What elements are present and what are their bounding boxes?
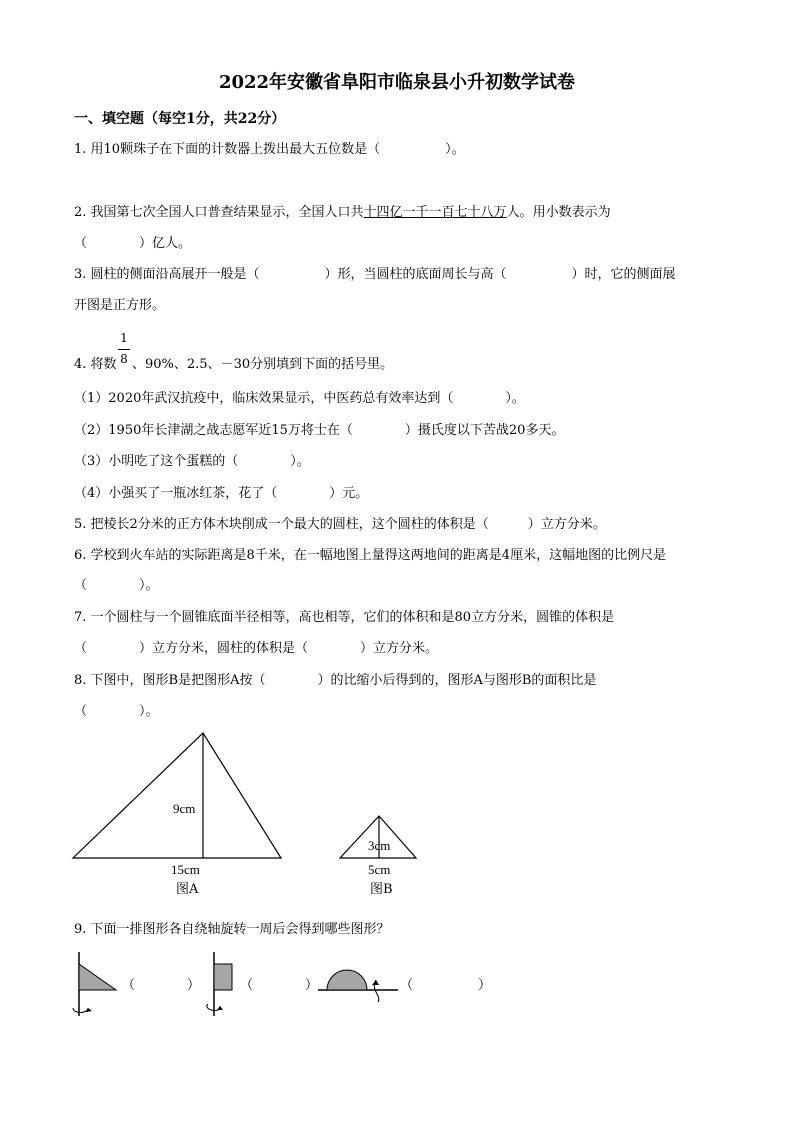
question-8: 8. 下图中，图形B是把图形A按（ ）的比缩小后得到的，图形A与图形B的面积比是 [74, 673, 597, 688]
question-9: 9. 下面一排图形各自绕轴旋转一周后会得到哪些图形？ [74, 922, 390, 937]
section-heading: 一、填空题（每空1分，共22分） [74, 111, 286, 127]
question-1: 1. 用10颗珠子在下面的计数器上拨出最大五位数是（ ）。 [74, 142, 465, 157]
question-4-prefix: 4. 将数 [74, 357, 117, 372]
figure-b-height-label: 3cm [368, 838, 391, 853]
fraction-numerator: 1 [120, 331, 128, 345]
question-6-line2: （ ）。 [74, 578, 159, 593]
question-6: 6. 学校到火车站的实际距离是8千米，在一幅地图上量得这两地间的距离是4厘米，这幅地图的比例尺是 [74, 548, 667, 563]
figure-b-caption: 图B [370, 882, 393, 897]
question-3: 3. 圆柱的侧面沿高展开一般是（ ）形，当圆柱的底面周长与高（ ）时，它的侧面展 [74, 267, 676, 282]
figure-b-base-label: 5cm [368, 862, 391, 877]
rotation-figure-2 [207, 952, 232, 1016]
question-4-1: （1）2020年武汉抗疫中，临床效果显示，中医药总有效率达到（ ）。 [74, 391, 525, 406]
question-7-line2: （ ）立方分米，圆柱的体积是（ ）立方分米。 [74, 641, 439, 656]
question-7: 7. 一个圆柱与一个圆锥底面半径相等，高也相等，它们的体积和是80立方分米，圆锥的体积是 [74, 610, 615, 625]
question-4-2: （2）1950年长津湖之战志愿军近15万将士在（ ）摄氏度以下苦战20多天。 [74, 423, 565, 438]
question-8-line2: （ ）。 [74, 704, 159, 719]
question-4-3: （3）小明吃了这个蛋糕的（ ）。 [74, 454, 310, 469]
triangle-a [73, 733, 281, 858]
q2-text-a: 2. 我国第七次全国人口普查结果显示，全国人口共 [74, 205, 364, 220]
question-4-4: （4）小强买了一瓶冰红茶，花了（ ）元。 [74, 486, 369, 501]
q9-blank-2: （ ） [240, 978, 319, 993]
q9-blank-1: （ ） [122, 978, 201, 993]
page-title: 2022年安徽省阜阳市临泉县小升初数学试卷 [218, 72, 576, 93]
question-2-line2: （ ）亿人。 [74, 236, 192, 251]
rotation-figure-3 [318, 970, 398, 1002]
question-4: 、90%、2.5、－30分别填到下面的括号里。 [132, 357, 394, 372]
q2-underlined-number: 十四亿一千一百七十八万 [363, 205, 507, 220]
rotation-figure-1 [73, 952, 116, 1016]
q9-blank-3: （ ） [400, 978, 492, 993]
question-5: 5. 把棱长2分米的正方体木块削成一个最大的圆柱，这个圆柱的体积是（ ）立方分米。 [74, 517, 606, 532]
q2-text-b: 人。用小数表示为 [506, 205, 611, 220]
figure-a-base-label: 15cm [171, 862, 200, 877]
fraction-denominator: 8 [120, 352, 128, 366]
figure-a-height-label: 9cm [173, 801, 196, 816]
figure-a-caption: 图A [176, 882, 199, 897]
question-3-line2: 开图是正方形。 [74, 298, 166, 313]
